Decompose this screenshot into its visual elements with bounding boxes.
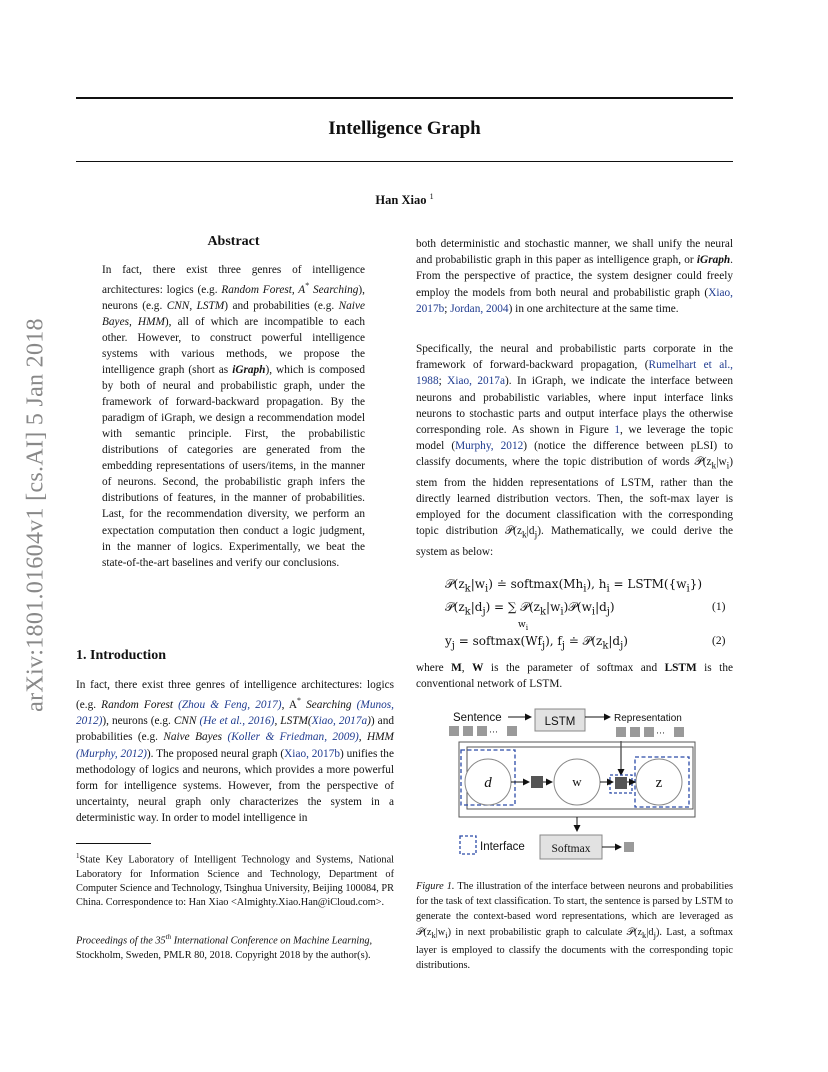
fig-node-d-label: d [484, 775, 492, 791]
fig-lstm-label: LSTM [544, 716, 576, 728]
abstract-heading: Abstract [207, 234, 260, 249]
footnote-rule [76, 843, 151, 844]
fig-input-token [477, 726, 487, 736]
fig-input-token [463, 726, 473, 736]
fig-output-token [630, 727, 640, 737]
fig-softmax-label: Softmax [551, 843, 591, 855]
equation-number-1: (1) [712, 601, 726, 613]
fig-representation-label: Representation [614, 713, 682, 724]
fig-dark-box-right [615, 777, 627, 789]
right-paragraph-1: both deterministic and stochastic manner, we shall unify the neural and probabilistic graph in this paper as intelligence graph, or iGraph. From the perspective of practice, the system designer could freely employ the models from both neural and probabilistic graph (Xiao, 2017b; Jordan, 2004) in one architecture at the same time. [416, 238, 733, 315]
right-paragraph-3: where M, W is the parameter of softmax and LSTM is the conventional network of LSTM. [416, 662, 733, 691]
paper-title: Intelligence Graph [328, 118, 481, 139]
title-bottom-rule [76, 161, 733, 162]
fig-softmax-output [624, 842, 634, 852]
fig-input-dots: ··· [489, 727, 498, 737]
fig-sentence-label: Sentence [453, 712, 502, 724]
proceedings-note: Proceedings of the 35th International Conference on Machine Learning, Stockholm, Sweden, PMLR 80, 2018. Copyright 2018 by the author(s). [76, 933, 373, 961]
right-paragraph-2: Specifically, the neural and probabilistic parts corporate in the framework of forward-backward propagation, (Rumelhart et al., 1988; Xiao, 2017a). In iGraph, we indicate the interface between neurons and probabilistic variables, where input interface links neurons to stochastic parts and output interface plays the otherwise corresponding role. As shown in Figure 1, we leverage the topic model (Murphy, 2012) (notice the difference between pLSI) to classify documents, where the topic distribution of words $𝒫(z_k|w_i)$ stem from the hidden representations of LSTM, rather than the directly learned distribution vectors. Then, the soft-max layer is employed for the document classification with the corresponding topic distribution $𝒫(z_k|d_j)$. Mathematically, we could derive the system as below: [416, 343, 733, 558]
equation-sum-subscript: $w_i$ [518, 620, 529, 632]
fig-node-w-label: w [572, 774, 582, 789]
section-heading-introduction: 1. Introduction [76, 648, 166, 663]
introduction-body: In fact, there exist three genres of intelligence architectures: logics (e.g. Random Forest (Zhou & Feng, 2017), A* Searching (Munos, 2012)), neurons (e.g. CNN (He et al., 2016), LSTM(Xiao, 2017a)) and probabilities (e.g. Naive Bayes (Koller & Friedman, 2009), HMM (Murphy, 2012)). The proposed neural graph (Xiao, 2017b) unifies the methodology of logics and neurons, which provides a more powerful form for intelligence systems. However, from the perspective of uncertainty, neural graph only characterizes the system in a deterministic way. In order to model intelligence in [76, 679, 394, 825]
fig-node-z-label: z [655, 775, 663, 791]
fig-output-token [644, 727, 654, 737]
equation-line-3: $y_j$ = $softmax(Wf_j)$, $f_j$ ≐ $𝒫(z_k|d_j)$ [445, 634, 628, 652]
abstract-body: In fact, there exist three genres of intelligence architectures: logics (e.g. Random Forest, A* Searching), neurons (e.g. CNN, LSTM) and probabilities (e.g. Naive Bayes, HMM), all of which are incompatible to each other. However, to construct powerful intelligence systems with various methods, we propose the intelligence graph (short as iGraph), which is composed by both of neural and probabilistic graph, under the framework of forward-backward propagation. By the paradigm of iGraph, we design a recommendation model with semantic principle. First, the probabilistic distributions of categories are generated from the embedding representations of users/items, in the manner of neurons. Second, the probabilistic graph infers the distributions of features, in the manner of probabilities. Last, for the recommendation diversity, we perform an expectation computation then conduct a logic judgment, in the manner of logics. Experimentally, we beat the state-of-the-art baselines and verify our conclusions. [102, 264, 365, 569]
title-top-rule [76, 97, 733, 99]
fig-input-token [449, 726, 459, 736]
arxiv-stamp: arXiv:1801.01604v1 [cs.AI] 5 Jan 2018 [22, 318, 49, 712]
fig-output-token [674, 727, 684, 737]
equation-number-2: (2) [712, 635, 726, 647]
figure-1-diagram [445, 705, 705, 865]
footnote: $^1$State Key Laboratory of Intelligent Technology and Systems, National Laboratory for Information Science and Technology, Department of Computer Science and Technology, Tsinghua University, Beijing 100084, PR China. Correspondence to: Han Xiao <Almighty.Xiao.Han@iCloud.com>. [76, 852, 395, 909]
fig-dark-box-left [531, 776, 543, 788]
equation-line-1: $𝒫(z_k|w_i)$ ≐ $softmax(Mh_i)$, $h_i$ = $LSTM(\{w_i\})$ [445, 577, 703, 595]
equation-line-2: $𝒫(z_k|d_j)$ = ∑ $𝒫(z_k|w_i)𝒫(w_i|d_j)$ [445, 600, 615, 618]
fig-output-token [616, 727, 626, 737]
fig-interface-legend [460, 836, 476, 854]
fig-input-token [507, 726, 517, 736]
figure-1-caption: Figure 1. The illustration of the interface between neurons and probabilities for the task of text classification. To start, the sentence is parsed by LSTM to generate the context-based word representations, which are leveraged as $𝒫(z_k|w_i)$ in next probabilistic graph to calculate $𝒫(z_k|d_j)$. Last, a softmax layer is employed to classify the documents with the corresponding topic distributions. [416, 881, 733, 972]
fig-interface-label: Interface [480, 841, 525, 853]
author-name: Han Xiao $^1$ [375, 192, 434, 208]
fig-output-dots: ··· [656, 728, 665, 738]
